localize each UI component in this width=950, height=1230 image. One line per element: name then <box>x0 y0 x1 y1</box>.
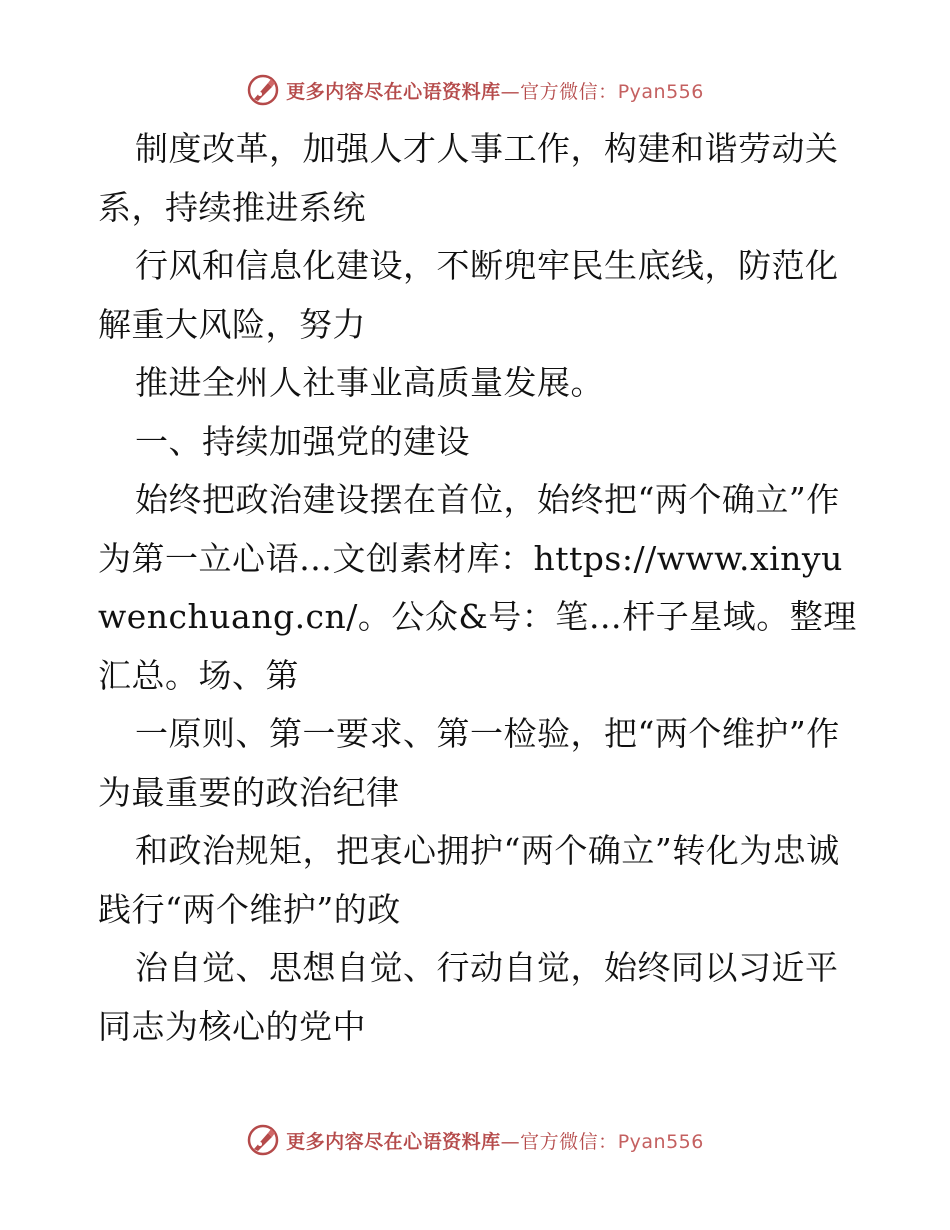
paragraph-8: 治自觉、思想自觉、行动自觉，始终同以习近平同志为核心的党中 <box>98 948 839 1046</box>
paragraph-2: 行风和信息化建设，不断兜牢民生底线，防范化解重大风险，努力 <box>98 246 839 344</box>
pen-nib-logo-icon <box>246 73 280 107</box>
banner-lead: 更多内容尽在心语资料库 <box>286 80 501 103</box>
banner-lead: 更多内容尽在心语资料库 <box>286 1130 501 1153</box>
section-heading: 一、持续加强党的建设 <box>135 421 470 461</box>
banner-text <box>286 1127 704 1154</box>
paragraph-1: 制度改革，加强人才人事工作，构建和谐劳动关系，持续推进系统 <box>98 129 839 227</box>
banner-dash: — <box>500 80 521 103</box>
paragraph-7: 和政治规矩，把衷心拥护“两个确立”转化为忠诚践行“两个维护”的政 <box>98 831 840 929</box>
paragraph-6: 一原则、第一要求、第一检验，把“两个维护”作为最重要的政治纪律 <box>98 714 840 812</box>
banner-text <box>286 77 704 104</box>
header-banner <box>0 70 950 110</box>
banner-dash: — <box>500 1130 521 1153</box>
banner-sub: 官方微信： <box>520 1130 618 1153</box>
banner-id: Pyan556 <box>617 1130 704 1153</box>
pen-nib-logo-icon <box>246 1123 280 1157</box>
document-body <box>98 120 858 1056</box>
paragraph-5: 始终把政治建设摆在首位，始终把“两个确立”作为第一立心语…文创素材库：https://www.xinyuwenchuang.cn/。公众&号：笔…杆子星域。整理汇总。场、第 <box>98 480 857 695</box>
footer-banner <box>0 1120 950 1160</box>
paragraph-3: 推进全州人社事业高质量发展。 <box>135 363 604 402</box>
banner-sub: 官方微信： <box>520 80 618 103</box>
banner-id: Pyan556 <box>617 80 704 103</box>
